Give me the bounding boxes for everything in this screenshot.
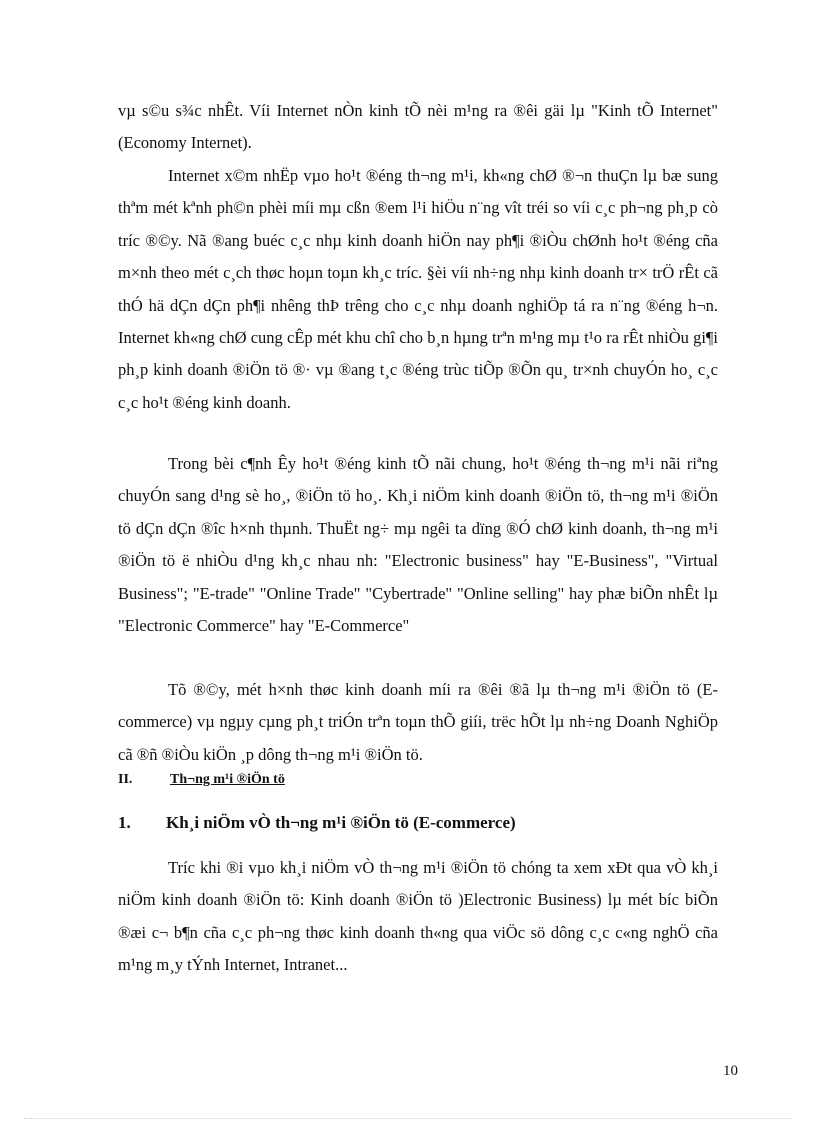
paragraph-continuation: vµ s©u s¾c nhÊt. Víi Internet nÒn kinh tÕ nèi m¹ng ra ®êi gäi lµ "Kinh tÕ Internet" (Economy Internet). — [118, 101, 718, 153]
subsection-number: 1. — [118, 813, 131, 832]
paragraph-ecommerce-birth: Tõ ®©y, mét h×nh thøc kinh doanh míi ra ®êi ®ã lµ th¬ng m¹i ®iÖn tö (E-commerce) vµ ngµy cµng ph¸t triÓn trªn toµn thÕ giíi, trëc hÕt lµ nh÷ng Doanh NghiÖp cã ®ñ ®iÒu kiÖn ¸p dông th¬ng m¹i ®iÖn tö. — [118, 680, 718, 764]
paragraph-definition: Tríc khi ®i vµo kh¸i niÖm vÒ th¬ng m¹i ®iÖn tö chóng ta xem xÐt qua vÒ kh¸i niÖm kinh doanh ®iÖn tö: Kinh doanh ®iÖn tö )Electronic Business) lµ mét bíc biÕn ®æi c¬ b¶n cña c¸c ph¬ng thøc kinh doanh th«ng qua viÖc sö dông c¸c c«ng nghÖ cña m¹ng m¸y tÝnh Internet, Intranet... — [118, 858, 718, 975]
subsection-title: Kh¸i niÖm vÒ th¬ng m¹i ®iÖn tö (E-commerce) — [166, 813, 516, 832]
page-number: 10 — [723, 1063, 738, 1079]
section-number: II. — [118, 772, 133, 787]
paragraph-internet-commerce: Internet x©m nhËp vµo ho¹t ®éng th¬ng m¹i, kh«ng chØ ®¬n thuÇn lµ bæ sung thªm mét kªnh ph©n phèi míi mµ cßn ®em l¹i hiÖu n¨ng vît tréi so víi c¸c ph¬ng ph¸p cò tríc ®©y. Nã ®ang buéc c¸c nhµ kinh doanh hiÖn nay ph¶i ®iÒu chØnh ho¹t ®éng cña m×nh theo mét c¸ch thøc hoµn toµn kh¸c tríc. §èi víi nh÷ng nhµ kinh doanh tr× trÖ rÊt cã thÓ hä dÇn dÇn ph¶i nhêng thÞ trêng cho c¸c nhµ doanh nghiÖp tá ra n¨ng ®éng h¬n. Internet kh«ng chØ cung cÊp mét khu chî cho b¸n hµng trªn m¹ng mµ t¹o ra rÊt nhiÒu gi¶i ph¸p kinh doanh ®iÖn tö ®· vµ ®ang t¸c ®éng trùc tiÕp ®Õn qu¸ tr×nh chuyÓn ho¸ c¸c c¸c ho¹t ®éng kinh doanh. — [118, 166, 718, 412]
section-heading — [118, 772, 285, 788]
paragraph-digitalization: Trong bèi c¶nh Êy ho¹t ®éng kinh tÕ nãi chung, ho¹t ®éng th¬ng m¹i nãi riªng chuyÓn sang d¹ng sè ho¸, ®iÖn tö ho¸. Kh¸i niÖm kinh doanh ®iÖn tö, th¬ng m¹i ®iÖn tö dÇn dÇn ®îc h×nh thµnh. ThuËt ng÷ mµ ngêi ta dïng ®Ó chØ kinh doanh, th¬ng m¹i ®iÖn tö ë nhiÒu d¹ng kh¸c nhau nh: "Electronic business" hay "E-Business", "Virtual Business"; "E-trade" "Online Trade" "Cybertrade" "Online selling" hay phæ biÕn nhÊt lµ "Electronic Commerce" hay "E-Commerce" — [118, 454, 718, 636]
page-bottom-divider — [24, 1118, 792, 1119]
section-title: Th¬ng m¹i ®iÖn tö — [170, 772, 285, 787]
subsection-heading — [118, 813, 516, 833]
